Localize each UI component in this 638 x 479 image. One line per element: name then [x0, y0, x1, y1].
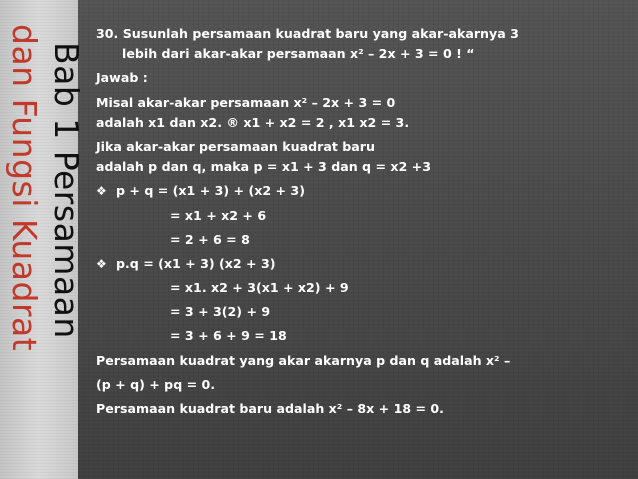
diamond-bullet-icon: ❖ [96, 184, 107, 199]
text-line: adalah x1 dan x2. ® x1 + x2 = 2 , x1 x2 = 3. [96, 114, 410, 130]
step-line: = x1. x2 + 3(x1 + x2) + 9 [170, 280, 349, 296]
conclusion-line: Persamaan kuadrat yang akar akarnya p dan q adalah x² – [96, 352, 511, 368]
question-line-1: 30. Susunlah persamaan kuadrat baru yang akar-akarnya 3 [96, 26, 519, 41]
text-line: adalah p dan q, maka p = x1 + 3 dan q = x2 +3 [96, 159, 431, 175]
step-line [96, 254, 621, 274]
step-line: = 3 + 6 + 9 = 18 [170, 328, 287, 344]
answer-label: Jawab : [96, 70, 148, 86]
step-text: p + q = (x1 + 3) + (x2 + 3) [116, 183, 305, 199]
solution-text [96, 24, 621, 419]
step-text: p.q = (x1 + 3) (x2 + 3) [116, 255, 276, 271]
diamond-bullet-icon: ❖ [96, 256, 107, 271]
sidebar-title-line2: dan Fungsi Kuadrat [5, 24, 44, 352]
final-answer-line: Persamaan kuadrat baru adalah x² – 8x + 18 = 0. [96, 401, 444, 416]
step-line: = x1 + x2 + 6 [170, 207, 267, 223]
step-line: = 2 + 6 = 8 [170, 231, 250, 247]
step-line: = 3 + 3(2) + 9 [170, 304, 271, 320]
step-line [96, 181, 621, 201]
question-line-2: lebih dari akar-akar persamaan x² – 2x + 3 = 0 ! “ [122, 46, 475, 62]
text-line: Misal akar-akar persamaan x² – 2x + 3 = 0 [96, 94, 396, 110]
text-line: Jika akar-akar persamaan kuadrat baru [96, 138, 375, 154]
conclusion-line: (p + q) + pq = 0. [96, 376, 216, 392]
sidebar-title-line1: Bab 1 Persamaan [47, 42, 86, 339]
